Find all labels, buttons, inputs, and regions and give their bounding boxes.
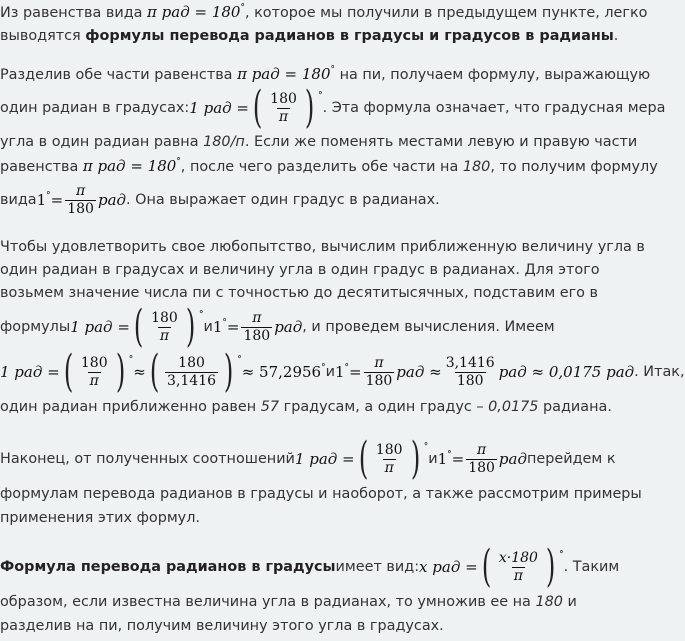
math-eq: = <box>50 190 64 209</box>
paragraph-formula: Формула перевода радианов в градусы имеет вид: x рад = ( $\frac{x\cdot 180}{\pi}$ ) ° . Таким образом, если известна величина угла в радианах, то умножив ее на 180 и разделив на пи, получим величину этого угла в градусах. <box>0 544 650 638</box>
text: и <box>203 318 213 335</box>
math-1: 1 <box>334 362 345 381</box>
italic-text: 0,0175 <box>488 399 539 415</box>
text: , после чего разделить обе части на <box>180 159 463 175</box>
degree-sign: ° <box>46 190 51 201</box>
text: и <box>325 363 335 380</box>
fraction: $\frac{\pi}{180}$ <box>468 441 495 476</box>
degree-sign: ° <box>344 362 349 373</box>
math-rad: рад ≈ 0,0175 рад <box>498 362 635 381</box>
fraction: $\frac{180}{\pi}$ <box>151 309 178 344</box>
text: . Она выражает один градус в радианах. <box>126 191 440 208</box>
left-paren: ( <box>252 82 263 133</box>
text: . Эта формула означает, что градусная мера <box>322 99 666 116</box>
math-approx: ≈ <box>133 362 146 381</box>
text: один радиан приближенно равен <box>0 399 261 415</box>
text: , и проведем вычисления. Имеем <box>302 318 555 335</box>
math-eq: = <box>226 317 240 336</box>
text: перейдем к <box>526 450 616 467</box>
fraction: $\frac{x\cdot 180}{\pi}$ <box>498 549 538 584</box>
text: формулам перевода радианов в градусы и наоборот, а также рассмотрим примеры <box>0 486 642 502</box>
text: равенства <box>0 159 83 175</box>
text: и <box>428 450 438 467</box>
degree-sign: ° <box>318 90 323 101</box>
text: вида <box>0 191 37 208</box>
fraction: $\frac{180}{\pi}$ <box>80 354 108 389</box>
degree-sign: ° <box>447 449 452 460</box>
math-eq: = <box>348 362 362 381</box>
fraction: $\frac{\pi}{180}$ <box>67 182 94 217</box>
math-1-rad: 1 рад = <box>0 362 60 381</box>
text: Разделив обе части равенства <box>0 67 238 83</box>
text: градусам, а один градус – <box>279 399 489 415</box>
math-eq: = <box>451 449 465 468</box>
text: Чтобы удовлетворить свое любопытство, вычислим приближенную величину угла в <box>0 239 645 255</box>
degree-sign: ° <box>222 317 227 328</box>
text: образом, если известна величина угла в радианах, то умножив ее на <box>0 594 536 610</box>
fraction: $\frac{180}{\pi}$ <box>375 441 403 476</box>
degree-sign: ° <box>128 354 134 365</box>
degree-sign: ° <box>176 157 181 167</box>
math-1: 1 <box>437 449 448 468</box>
text: . Если же поменять местами левую и правую части <box>244 134 638 150</box>
math-pi-rad: π рад = 180 <box>147 3 241 21</box>
math-x-rad: x рад = <box>419 557 478 576</box>
text: радиана. <box>538 399 612 415</box>
fraction: $\frac{\pi}{180}$ <box>365 354 393 389</box>
degree-sign: ° <box>198 309 204 320</box>
degree-sign: ° <box>330 65 335 75</box>
text: выводятся <box>0 28 86 44</box>
math-value: ≈ 57,2956 <box>241 362 322 381</box>
text: , то получим формулу <box>490 159 658 175</box>
text: на пи, получаем формулу, выражающую <box>335 67 651 83</box>
text: Из равенства вида <box>0 5 148 21</box>
text: . <box>613 28 619 44</box>
text: применения этих формул. <box>0 510 200 526</box>
paragraph-intro <box>0 0 650 48</box>
text: , которое мы получили в предыдущем пункте, легко <box>244 5 648 21</box>
paragraph-derivation <box>0 62 666 222</box>
math-pi-rad: π рад = 180 <box>237 65 331 83</box>
degree-sign: ° <box>237 354 242 365</box>
text: возьмем значение числа пи с точностью до десятитысячных, подставим его в <box>0 285 599 301</box>
text: . Таким <box>563 558 620 575</box>
degree-sign: ° <box>559 549 564 560</box>
text: формулы <box>0 318 71 335</box>
bold-heading-text: формулы перевода радианов в градусы и градусов в радианы <box>85 28 614 44</box>
text: и <box>562 594 577 610</box>
text: один радиан в градусах: <box>0 99 190 116</box>
degree-sign: ° <box>240 3 245 13</box>
text: Наконец, от полученных соотношений <box>0 450 295 467</box>
math-1-rad: 1 рад = <box>70 317 130 336</box>
math-rad: рад <box>97 190 127 209</box>
italic-text: 180 <box>462 159 491 175</box>
italic-text: 57 <box>260 399 280 415</box>
degree-sign: ° <box>321 362 326 373</box>
paragraph-approximation: Чтобы удовлетворить свое любопытство, вычислим приближенную величину угла в один радиан в градусах и величину угла в один градус в радианах. Для этого возьмем значение числа пи с точностью до десятитысячных, подставим его в формулы 1 рад = ( $\frac{180}{\pi}$ ) ° и 1 ° = $\frac{\pi}{180}$ рад , и проведем вычисления. Имеем 1 рад = ( $\frac{180}{\pi}$ ) ° ≈ ( $\frac{180}{3,1416}$ ) ° ≈ 57,2956 ° и 1 ° = $\frac{\pi}{180}$ рад ≈ $\frac{3,1416}{180}$ рад ≈ 0,0175 рад . Итак, один радиан приближенно равен 57 градусам, а один градус – 0,0175 радиана. <box>0 236 650 419</box>
text: угла в один радиан равна <box>0 134 204 150</box>
math-rad: рад <box>498 449 527 468</box>
fraction: $\frac{\pi}{180}$ <box>243 309 271 344</box>
text: один радиан в градусах и величину угла в один градус в радианах. Для этого <box>0 262 600 278</box>
math-rad: рад ≈ <box>396 362 442 381</box>
fraction: $\frac{180}{3,1416}$ <box>167 354 217 389</box>
degree-sign: ° <box>423 441 429 452</box>
math-1: 1 <box>212 317 223 336</box>
math-pi-rad: π рад = 180 <box>82 157 177 175</box>
text: . Итак, <box>634 363 685 380</box>
text: имеет вид: <box>335 558 420 575</box>
math-1-rad: 1 рад = <box>189 98 249 117</box>
italic-text: 180 <box>535 594 563 610</box>
math-rad: рад <box>274 317 303 336</box>
bold-heading-text: Формула перевода радианов в градусы <box>0 558 336 575</box>
paragraph-conclusion: Наконец, от полученных соотношений 1 рад = ( $\frac{180}{\pi}$ ) ° и 1 ° = $\frac{\pi}{180}$ рад перейдем к формулам перевода радианов в градусы и наоборот, а также рассмотрим примеры применения этих формул. <box>0 436 650 530</box>
italic-text: 180/п <box>203 134 245 150</box>
text: разделив на пи, получим величину этого угла в градусах. <box>0 618 444 634</box>
math-1: 1 <box>36 190 47 209</box>
fraction: $\frac{180}{\pi}$ <box>270 90 297 125</box>
math-1-rad: 1 рад = <box>294 449 355 468</box>
fraction: $\frac{3,1416}{180}$ <box>445 354 495 389</box>
right-paren: ) <box>304 82 315 133</box>
